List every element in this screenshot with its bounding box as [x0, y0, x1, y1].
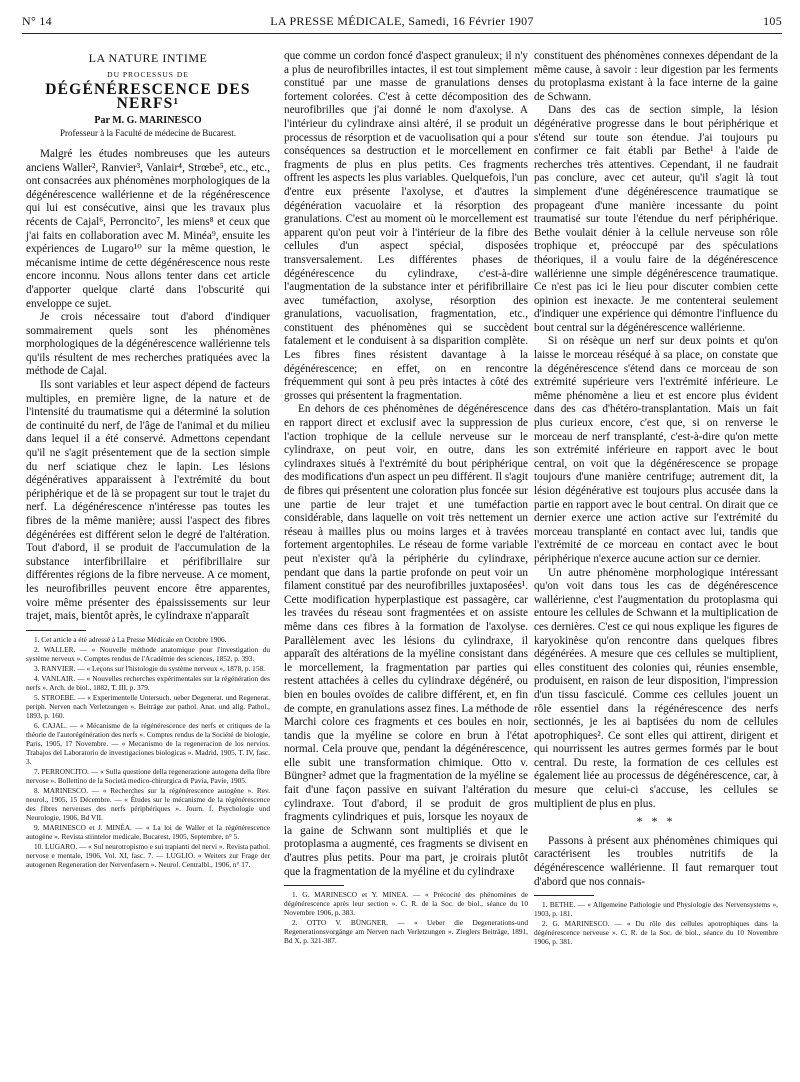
paragraph: constituent des phénomènes connexes dépendant de la même cause, à savoir : leur digestion par les ferments du protoplasma existant à la face interne de la gaine de Schwann.: [534, 50, 778, 103]
page-header: [22, 14, 782, 30]
footnote-rule: [26, 630, 86, 631]
paragraph: Passons à présent aux phénomènes chimiques qui caractérisent les troubles nutritifs de la dégénérescence wallérienne. Il faut remarquer tout d'abord que nos connais-: [534, 834, 778, 888]
footnotes-col3: [534, 900, 778, 946]
paragraph: Dans des cas de section simple, la lésion dégénérative progresse dans le bout périphérique et s'étend sur toute son étendue. J'ai toujours pu confirmer ce fait établi par Bethe¹ à l'aide de recherches très attentives. Cependant, il ne faudrait pas conclure, avec cet auteur, qu'il s'agit là tout simplement d'une dégénérescence traumatique se propageant d'une manière incessante du point traumatisé sur toute l'étendue du nerf périphérique. Bethe voulait dénier à la cellule nerveuse son rôle trophique et, préoccupé par des spéculations théoriques, il a voulu faire de la dégénérescence wallérienne une simple dégénérescence traumatique. Ce n'est pas ici le lieu pour discuter combien cette opinion est inexacte. Je me contenterai seulement d'indiquer une expérience qui démontre l'influence du bout central sur la dégénérescence wallérienne.: [534, 104, 778, 334]
paragraph: Si on résèque un nerf sur deux points et qu'on laisse le morceau réséqué à sa place, on constate que la dégénérescence s'étend dans ce morceau de son extrémité supérieure vers l'extrémité inférieure. Le même phénomène a lieu et est encore plus évident dans des cas d'hétéro-transplantation. Mais un fait plus curieux encore, c'est que, si on renverse le morceau de nerf transplanté, c'est-à-dire qu'on mette son extrémité inférieure en rapport avec le bout central, on voit que la dégénérescence se propage toujours d'une manière centrifuge; autrement dit, la lésion dégénérative est toujours plus accusée dans la partie en rapport avec le bout central. On dirait que ce dernier exerce une action active sur l'extrémité du morceau transplanté en contact avec lui, tandis que l'extrémité de ce morceau en contact avec le bout périphérique n'exerce aucune action sur ce dernier.: [534, 335, 778, 565]
footnote: 2. WALLER. — « Nouvelle méthode anatomique pour l'investigation du système nerveux ». Comptes rendus de l'Académie des sciences, 1852, p. 393.: [26, 644, 270, 663]
column-1: [26, 50, 270, 870]
journal-title: LA PRESSE MÉDICALE, Samedi, 16 Février 1907: [270, 14, 534, 28]
footnote: 9. MARINESCO et J. MINÉA. — « La loi de Waller et la régénérescence autogène ». Revista stiintelor medicale, Bucarest, 1905, Septembre, n° 5.: [26, 822, 270, 841]
footnote: 2. OTTO V. BÜNGNER. — « Ueber die Degenerations-und Regenerationsvorgänge am Nerven nach Verletzungen ». Zieglers Beiträge, 1891, Bd X, p. 321-387.: [284, 918, 528, 946]
footnote: 7. PERRONCITO. — « Sulla questione della regenerazione autogena della fibre nervose ». Bollettino de la Società medico-chirurgica di Pavia, Pavie, 1905.: [26, 766, 270, 785]
footnote: 4. VANLAIR. — « Nouvelles recherches expérimentales sur la régénération des nerfs ». Arch. de biol., 1882, T. III, p. 379.: [26, 673, 270, 692]
paragraph: En dehors de ces phénomènes de dégénérescence en rapport direct et exclusif avec la suppression de l'action trophique de la cellule nerveuse sur le cylindraxe, on peut voir, en outre, dans les cylindraxes situés à l'extrémité du bout périphérique des modifications d'un aspect un peu différent. Il s'agit de fibres qui présentent une coloration plus foncée sur une partie de leur trajet et une tuméfaction considérable, dans laquelle on voit très nettement un réseau à mailles plus ou moins larges et à travées fortement argentophiles. Le réseau de forme variable peut n'exister qu'à la périphérie du cylindraxe, pendant que dans la partie profonde on peut voir un filament constitué par des neurofibrilles juxtaposées¹. Cette modification hyperplastique est passagère, car les travées du réseau sont fragmentées et on assiste même dans ces fibres à la formation de l'axolyse. Parallèlement avec les lésions du cylindraxe, il apparaît des altérations de la myéline consistant dans le morcellement, la fragmentation par parties qui restent attachées à celles du cylindraxe dégénéré, ou bien en boules ovoïdes de calibre différent, et, en fin de compte, en granulations assez fines. La méthode de Marchi colore ces fragments et ces boules en noir, tandis que la myéline se colore en brun à l'état normal. Cela prouve que, pendant la dégénérescence, elle subit une transformation chimique. Otto v. Büngner² admet que la fragmentation de la myéline se fait d'une façon passive en suivant l'altération du cylindraxe. Tout d'abord, il se produit de gros fragments cylindriques et puis, lorsque les noyaux de la gaine de Schwann sont multipliés et que le protoplasma a augmenté, ces fragments se divisent en d'autres plus petits. Pour ma part, je croirais plutôt que la fragmentation de la myéline et du cylindraxe: [284, 403, 528, 878]
article-author: Par M. G. MARINESCO: [94, 115, 202, 127]
footnote: 3. RANVIER. — « Leçons sur l'histologie du système nerveux », 1878, p. 158.: [34, 663, 265, 673]
footnotes-col2: [284, 890, 528, 945]
author-affiliation: Professeur à la Faculté de médecine de Bucarest.: [60, 127, 236, 138]
footnote: 8. MARINESCO. — « Recherches sur la régénérescence autogène ». Rev. neurol., 1905, 15 Décembre. — « Études sur le mécanisme de la régénérescence des fibres nerveuses des nerfs périphériques ». Journ. f. Psychologie und Neurologie, 1906, Bd VII.: [26, 785, 270, 822]
issue-number: N° 14: [22, 14, 52, 28]
footnote: 10. LUGARO. — « Sul neurotropismo e sui trapianti del nervi ». Revista pathol. nervose e mentale, 1906, Vol. XI, fasc. 7. — LUGLIO. « Weiters zur Frage der autogenen Regeneration der Nervenfasern ». Neurol. Centralbl., 1906, n° 17.: [26, 841, 270, 869]
footnotes-col1: [26, 635, 270, 869]
paragraph: que comme un cordon foncé d'aspect granuleux; il n'y a plus de neurofibrilles intactes, il est tout simplement constitué par une masse de granulations denses fortement colorées. C'est à cette décomposition des neurofibrilles que j'ai donné le nom d'axolyse. A l'intérieur du cylindraxe ainsi altéré, il se produit un processus de résorption et de vacuolisation qui a pour conséquences sa destruction et le morcellement en fragments de plus en plus petits. Ces fragments offrent les aspects les plus variables. Quelquefois, l'un d'entre eux présente l'axolyse, et d'autres la dégénération vacuolaire et la résorption des granulations. C'est au moment où le morcellement est apparent qu'on peut voir à l'intérieur de la fibre des cellules d'un aspect spécial, disposées transversalement. Les différentes phases de dégénérescence du cylindraxe, c'est-à-dire l'augmentation de la substance inter et périfibrillaire avec tuméfaction, axolyse, résorption des granulations, vacuolisation, fragmentation, etc., constituent des phénomènes qui se succèdent fatalement et le conduisent à sa disparition complète. Les fibres fines résistent davantage à la dégénérescence; en effet, on en rencontre fréquemment qui sont à peu près intactes à côté des grosses qui présentent la fragmentation.: [284, 50, 528, 402]
header-rule: [22, 33, 782, 34]
footnote: 1. Cet article a été adressé à La Presse Médicale en Octobre 1906.: [34, 634, 227, 644]
article-subtitle: DU PROCESSUS DE: [107, 69, 189, 79]
footnote-rule: [534, 895, 594, 896]
footnote: 1. G. MARINESCO et Y. MINEA. — « Précocité des phénomènes de dégénérescence après leur section ». C. R. de la Soc. de biol., séance du 10 Novembre 1906, p. 383.: [284, 890, 528, 918]
footnote: 5. STROEBE. — « Experimentelle Untersuch. ueber Degenerat. und Regenerat. periph. Nerven nach Verletzungen ». Beiträge zur pathol. Anat. und allg. Pathol., 1893, p. 160.: [26, 692, 270, 720]
footnote-rule: [284, 885, 344, 886]
article-main-title: DÉGÉNÉRESCENCE DES NERFS¹: [45, 81, 251, 112]
column-2: [284, 50, 528, 946]
column-3: [534, 50, 778, 947]
footnote: 2. G. MARINESCO. — « Du rôle des cellules apotrophiques dans la dégénérescence nerveuse ». C. R. de la Soc. de biol., séance du 10 Novembre 1906, p. 381.: [534, 919, 778, 947]
paragraph: Je crois nécessaire tout d'abord d'indiquer sommairement quels sont les phénomènes morphologiques de la dégénérescence wallérienne tels qu'ils résultent de mes recherches pratiquées avec la méthode de Cajal.: [26, 311, 270, 378]
paragraph: Ils sont variables et leur aspect dépend de facteurs multiples, en première ligne, de la nature et de l'intensité du traumatisme qui a déterminé la solution de continuité du nerf, de l'âge de l'animal et du milieu dans lequel il a été conservé. Admettons cependant qu'il ne s'agit présentement que de la section simple du nerf sciatique chez le lapin. Les lésions dégénératives apparaissent à l'extrémité du bout périphérique et de là se propagent sur tout le trajet du nerf. La dégénérescence n'intéresse pas toutes les fibres de la même manière; aussi l'aspect des fibres dégénérées est différent selon le degré de l'altération. Tout d'abord, il se produit de l'accumulation de la substance interfibrillaire et périfibrillaire sur différentes régions de la fibre nerveuse. A ce moment, les neurofibrilles peuvent encore être apparentes, voire même présenter des épaississements sur leur trajet, mais, bientôt après, le cylindraxe n'apparaît: [26, 379, 270, 623]
paragraph: Malgré les études nombreuses que les auteurs anciens Waller², Ranvier³, Vanlair⁴, Strœbe⁵, etc., etc., ont consacrées aux phénomènes morphologiques de la dégénérescence wallérienne et de la régénérescence qui lui est consécutive, ainsi que les travaux plus récents de Cajal⁶, Perroncito⁷, les miens⁸ et ceux que j'ai faits en collaboration avec M. Minéa⁹, ensuite les expériences de Lugaro¹⁰ sur la même question, le mécanisme intime de cette dégénérescence nous reste encore inconnu. Nous allons tenter dans cet article d'apporter quelque clarté dans l'obscurité qui enveloppe ce sujet.: [26, 147, 270, 310]
paragraph: Un autre phénomène morphologique intéressant qu'on voit dans tous les cas de dégénérescence wallérienne, c'est l'augmentation du protoplasma qui entoure les cellules de Schwann et la multiplication de ces dernières. C'est ce qui nous explique les figures de karyokinèse qu'on rencontre dans quelques fibres dégénérées. A mesure que ces cellules se multiplient, elles constituent des colonies qui, réunies ensemble, produisent, en raison de leur disposition, l'impression d'un tissu fasciculé. Comme ces cellules jouent un rôle essentiel dans la régénérescence des nerfs sectionnés, je les ai baptisées du nom de cellules apotrophiques². Ce sont elles qui attirent, dirigent et qui nourrissent les autres germes formés par le bout central. Du reste, la formation de ces cellules est également liée au processus de dégénérescence, car, à mesure que celui-ci s'accuse, les cellules se multiplient de plus en plus.: [534, 566, 778, 810]
footnote: 1. BETHE. — « Allgemeine Pathologie und Physiologie des Nervensystems », 1903, p. 181.: [534, 900, 778, 919]
article-title: LA NATURE INTIME: [88, 51, 208, 65]
footnote: 6. CAJAL. — « Mécanisme de la régénérescence des nerfs et critiques de la théorie de l'autorégénération des nerfs ». Comptes rendus de la Société de biologie, Paris, 1905, 17 Novembre. — « Mecanismo de la regeneracion de los nervios. Trabajos del Laboratorio de investigaciones biologicas ». Madrid, 1905, T. IV, fasc. 3.: [26, 720, 270, 766]
section-separator: * * *: [636, 814, 676, 829]
page-number: 105: [763, 14, 782, 28]
